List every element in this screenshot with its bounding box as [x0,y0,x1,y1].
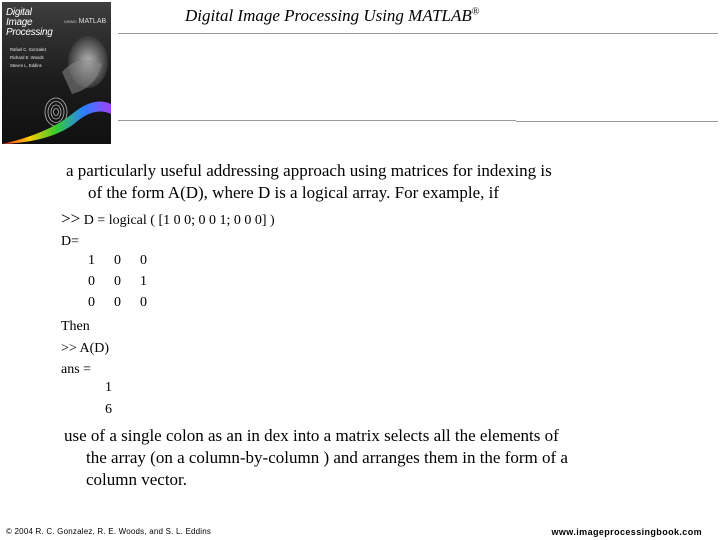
cover-title-line: Processing [6,27,53,38]
code-command-2: >> A(D) [61,341,110,356]
cover-subtitle [64,18,106,25]
code-then-label: Then [61,319,90,334]
code-command-line [61,208,275,231]
code-prompt: >> [61,209,81,228]
matrix-row: 1 0 0 [88,253,147,268]
header-rule-bottom-right [516,121,718,122]
cover-title-line: Digital [6,7,32,18]
ans-value: 1 [105,380,112,395]
matrix-row: 0 0 0 [88,295,147,310]
page-title-text: Digital Image Processing Using MATLAB [185,6,472,25]
book-cover-image [2,2,111,144]
cover-author: Rafael C. Gonzalez [10,47,47,52]
cover-author: Richard E. Woods [10,55,44,60]
header-rule-top [118,33,718,34]
intro-line: of the form A(D), where D is a logical array. For example, if [88,183,500,202]
outro-line: the array (on a column-by-column ) and arranges them in the form of a [86,448,568,467]
footer-website: www.imageprocessingbook.com [551,527,702,537]
matrix-row: 0 0 1 [88,274,147,289]
footer-copyright: © 2004 R. C. Gonzalez, R. E. Woods, and S. L. Eddins [6,527,212,536]
cover-matlab-word: MATLAB [78,18,107,25]
page-title [185,6,479,26]
code-d-label: D= [61,234,80,249]
cover-title-line: Image [6,17,33,28]
header-rule-bottom-left [118,120,516,121]
intro-line: a particularly useful addressing approach using matrices for indexing is [66,161,552,180]
intro-paragraph [66,160,552,204]
ans-value: 6 [105,402,112,417]
outro-line: column vector. [86,470,188,489]
cover-authors [10,46,46,70]
outro-paragraph [64,425,568,491]
registered-mark: ® [471,6,480,18]
outro-line: use of a single colon as an in dex into a matrix selects all the elements of [64,426,559,445]
code-ans-label: ans = [61,362,92,377]
cover-title [6,8,66,38]
cover-using-word: USING [64,19,77,24]
code-command: D = logical ( [1 0 0; 0 0 1; 0 0 0] ) [83,213,275,228]
cover-author: Steven L. Eddins [10,63,42,68]
